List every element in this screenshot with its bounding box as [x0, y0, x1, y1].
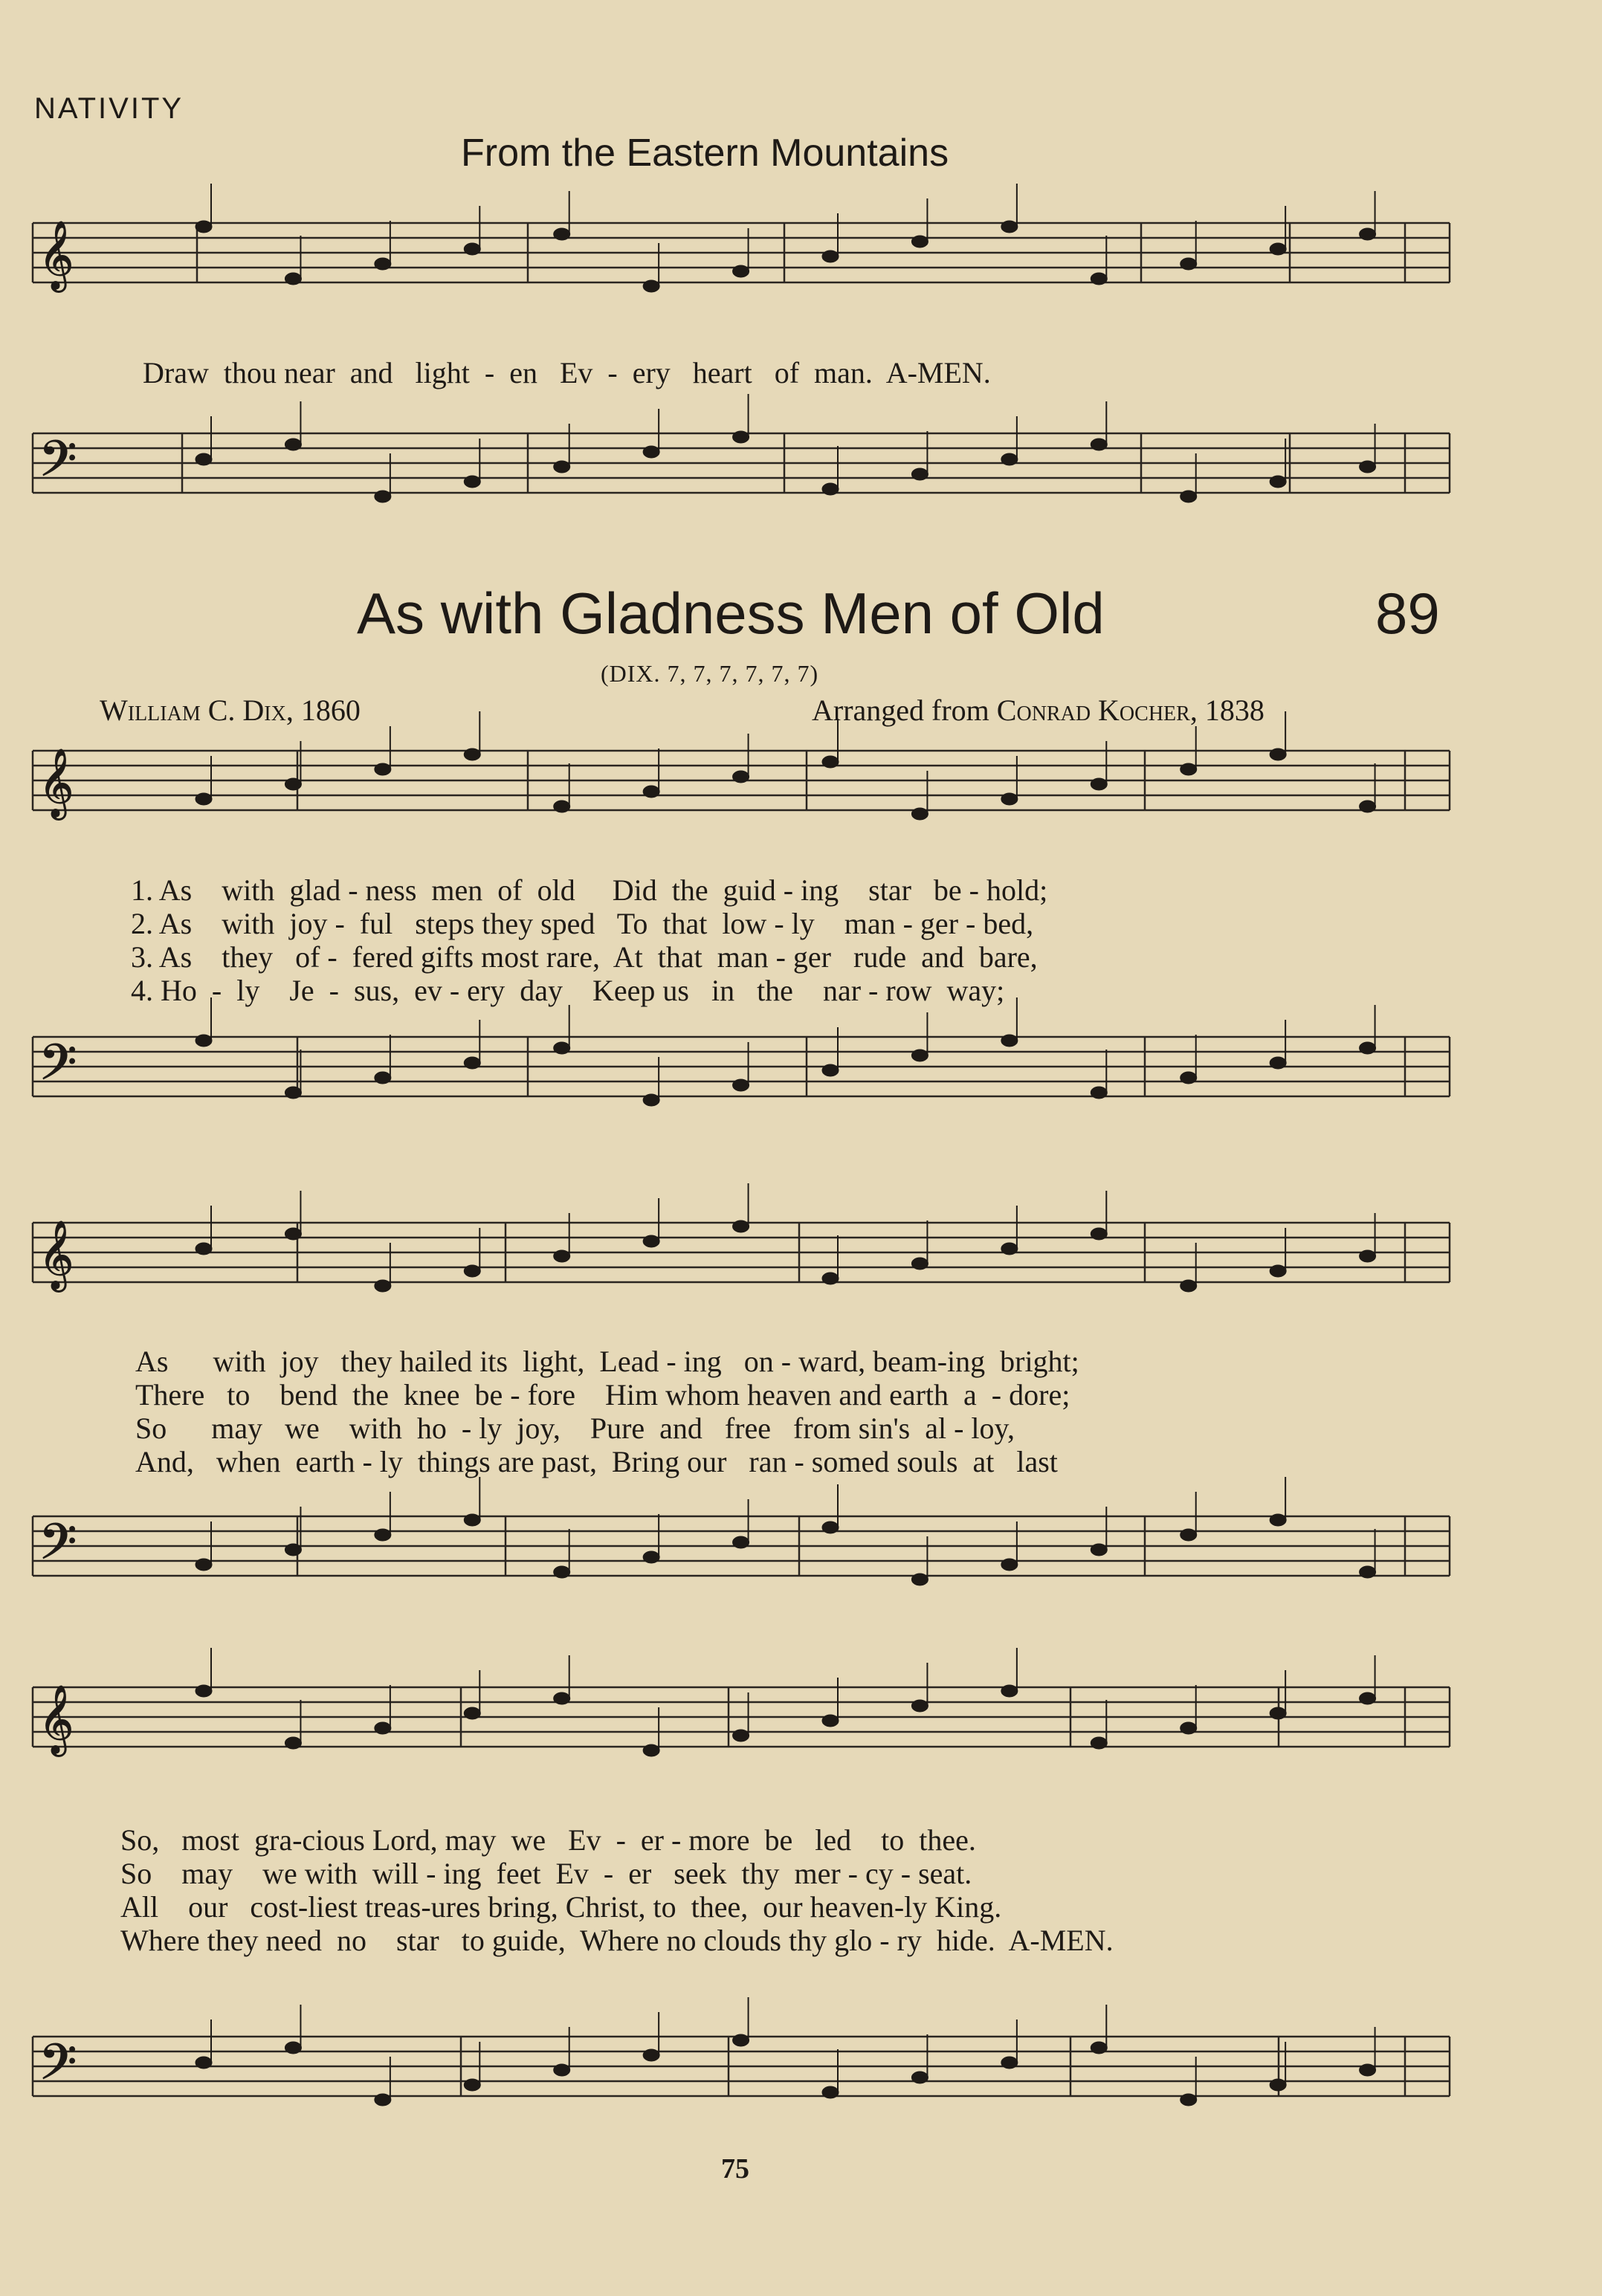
verse-line: 1. As with glad - ness men of old Did the guid - ing star be - hold; — [131, 873, 1048, 907]
note-head — [196, 221, 212, 233]
author-credit: William C. Dix, 1860 — [100, 693, 361, 727]
verse-line: And, when earth - ly things are past, Bring our ran - somed souls at last — [135, 1445, 1058, 1478]
note-head — [554, 461, 570, 473]
note-head — [196, 1685, 212, 1697]
verse-line: There to bend the knee be - fore Him whom heaven and earth a - dore; — [135, 1378, 1070, 1411]
note-head — [1091, 273, 1107, 285]
note-head — [464, 243, 480, 255]
note-head — [196, 1243, 212, 1255]
note-head — [1180, 491, 1197, 502]
note-head — [1180, 1722, 1197, 1734]
note-head — [1180, 1280, 1197, 1292]
note-head — [1180, 763, 1197, 775]
note-head — [1091, 1087, 1107, 1099]
note-head — [1360, 801, 1376, 812]
treble-clef-icon: 𝄞 — [39, 748, 74, 817]
note-head — [1270, 1514, 1286, 1526]
note-head — [464, 1057, 480, 1069]
verse-line: So may we with ho - ly joy, Pure and free from sin's al - loy, — [135, 1411, 1015, 1445]
note-head — [285, 439, 301, 450]
note-head — [822, 756, 839, 768]
note-head — [1270, 1265, 1286, 1277]
note-head — [643, 786, 659, 798]
arranger-prefix: Arranged from — [812, 693, 997, 727]
bass-clef-icon: 𝄢 — [39, 1513, 77, 1582]
arranger-credit — [812, 693, 1265, 728]
note-head — [1360, 1042, 1376, 1054]
note-head — [1091, 778, 1107, 790]
note-head — [822, 2086, 839, 2098]
note-head — [375, 258, 391, 270]
note-head — [196, 453, 212, 465]
note-head — [822, 1715, 839, 1727]
note-head — [1360, 1566, 1376, 1578]
note-head — [1180, 1529, 1197, 1541]
note-head — [643, 1235, 659, 1247]
note-head — [375, 1072, 391, 1084]
note-head — [733, 1079, 749, 1091]
note-head — [464, 1707, 480, 1719]
note-head — [911, 468, 928, 480]
note-head — [911, 1700, 928, 1712]
note-head — [1360, 228, 1376, 240]
note-head — [1270, 748, 1286, 760]
note-head — [643, 446, 659, 458]
note-head — [1180, 1072, 1197, 1084]
note-head — [733, 2034, 749, 2046]
note-head — [1180, 258, 1197, 270]
note-head — [911, 1258, 928, 1270]
verse-line: All our cost-liest treas-ures bring, Christ, to thee, our heaven-ly King. — [120, 1890, 1002, 1924]
note-head — [822, 483, 839, 495]
note-head — [911, 2072, 928, 2083]
note-head — [1180, 2094, 1197, 2106]
note-head — [554, 1692, 570, 1704]
note-head — [285, 2042, 301, 2054]
note-head — [643, 1551, 659, 1563]
note-head — [733, 771, 749, 783]
note-head — [643, 280, 659, 292]
note-head — [643, 1744, 659, 1756]
note-head — [554, 1566, 570, 1578]
note-head — [1360, 2064, 1376, 2076]
arranger-name: Conrad Kocher — [996, 693, 1190, 727]
note-head — [1360, 1250, 1376, 1262]
arranger-year: , 1838 — [1189, 693, 1265, 727]
note-head — [733, 1220, 749, 1232]
note-head — [464, 1265, 480, 1277]
note-head — [554, 2064, 570, 2076]
note-head — [285, 1087, 301, 1099]
note-head — [1001, 1035, 1018, 1047]
note-head — [1001, 2057, 1018, 2069]
note-head — [554, 1250, 570, 1262]
previous-hymn-lyric-line: Draw thou near and light - en Ev - ery heart of man. A-MEN. — [143, 356, 991, 389]
note-head — [822, 250, 839, 262]
note-head — [464, 2079, 480, 2091]
note-head — [375, 1280, 391, 1292]
bass-clef-icon: 𝄢 — [39, 1034, 77, 1103]
previous-hymn-title: From the Eastern Mountains — [461, 132, 949, 175]
note-head — [554, 801, 570, 812]
note-head — [733, 431, 749, 443]
note-head — [911, 808, 928, 820]
note-head — [375, 1529, 391, 1541]
note-head — [1001, 1559, 1018, 1571]
note-head — [1270, 1707, 1286, 1719]
verse-line: 4. Ho - ly Je - sus, ev - ery day Keep us in the nar - row way; — [131, 974, 1005, 1007]
note-head — [196, 1559, 212, 1571]
note-head — [911, 1050, 928, 1061]
note-head — [1091, 1544, 1107, 1556]
treble-clef-icon: 𝄞 — [39, 1684, 74, 1753]
note-head — [643, 2049, 659, 2061]
note-head — [554, 228, 570, 240]
note-head — [822, 1272, 839, 1284]
note-head — [1270, 243, 1286, 255]
note-head — [285, 1228, 301, 1240]
note-head — [375, 763, 391, 775]
note-head — [464, 748, 480, 760]
note-head — [554, 1042, 570, 1054]
note-head — [375, 2094, 391, 2106]
note-head — [1270, 1057, 1286, 1069]
note-head — [733, 1730, 749, 1742]
page-number: 75 — [721, 2153, 749, 2185]
bass-clef-icon: 𝄢 — [39, 2034, 77, 2103]
note-head — [375, 491, 391, 502]
verse-line: So may we with will - ing feet Ev - er seek thy mer - cy - seat. — [120, 1857, 972, 1890]
bass-clef-icon: 𝄢 — [39, 430, 77, 499]
note-head — [464, 476, 480, 488]
verse-line: 3. As they of - fered gifts most rare, At that man - ger rude and bare, — [131, 940, 1038, 974]
verse-line: 2. As with joy - ful steps they sped To that low - ly man - ger - bed, — [131, 907, 1034, 940]
note-head — [1001, 221, 1018, 233]
note-head — [1360, 461, 1376, 473]
note-head — [1270, 2079, 1286, 2091]
section-label: NATIVITY — [34, 92, 184, 125]
treble-clef-icon: 𝄞 — [39, 220, 74, 289]
verse-line: So, most gra-cious Lord, may we Ev - er - more be led to thee. — [120, 1823, 976, 1857]
note-head — [196, 2057, 212, 2069]
verse-line: As with joy they hailed its light, Lead - ing on - ward, beam-ing bright; — [135, 1345, 1079, 1378]
note-head — [1091, 439, 1107, 450]
note-head — [1360, 1692, 1376, 1704]
note-head — [733, 1536, 749, 1548]
hymn-title: As with Gladness Men of Old — [357, 581, 1105, 646]
note-head — [285, 1544, 301, 1556]
note-head — [464, 1514, 480, 1526]
note-head — [822, 1521, 839, 1533]
note-head — [733, 265, 749, 277]
note-head — [1001, 1243, 1018, 1255]
note-head — [285, 1737, 301, 1749]
note-head — [1001, 453, 1018, 465]
note-head — [911, 1574, 928, 1585]
note-head — [643, 1094, 659, 1106]
note-head — [1270, 476, 1286, 488]
note-head — [285, 778, 301, 790]
note-head — [285, 273, 301, 285]
note-head — [1091, 1228, 1107, 1240]
treble-clef-icon: 𝄞 — [39, 1220, 74, 1289]
hymn-number: 89 — [1375, 581, 1440, 646]
verse-line: Where they need no star to guide, Where no clouds thy glo - ry hide. A-MEN. — [120, 1924, 1114, 1957]
note-head — [1001, 793, 1018, 805]
note-head — [1001, 1685, 1018, 1697]
tune-meter: (DIX. 7, 7, 7, 7, 7, 7) — [601, 660, 819, 687]
note-head — [196, 1035, 212, 1047]
note-head — [375, 1722, 391, 1734]
note-head — [911, 236, 928, 248]
note-head — [822, 1064, 839, 1076]
note-head — [1091, 1737, 1107, 1749]
note-head — [1091, 2042, 1107, 2054]
note-head — [196, 793, 212, 805]
